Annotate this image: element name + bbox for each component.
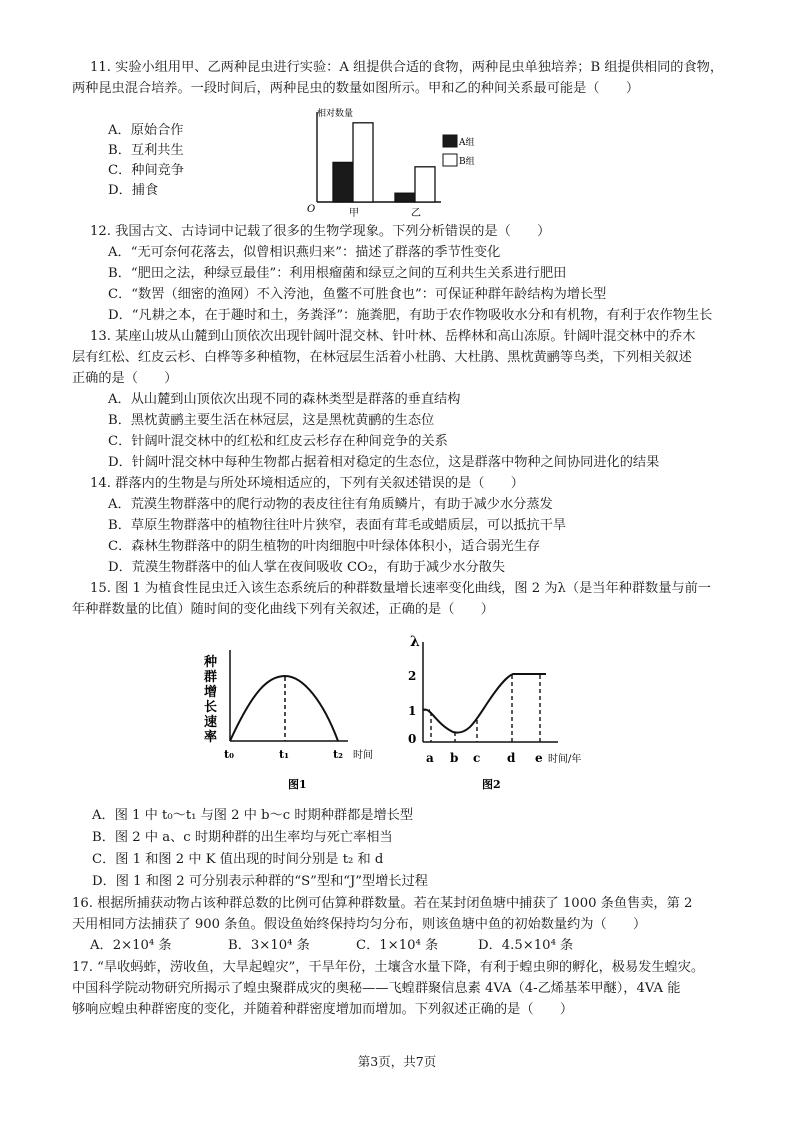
- q12-option-a: A．“无可奈何花落去，似曾相识燕归来”：描述了群落的季节性变化: [108, 245, 501, 260]
- q11-bar-甲-B组: [353, 123, 373, 202]
- fig2-xlabel: 时间/年: [548, 754, 582, 765]
- fig1-xlabel: 时间: [353, 750, 373, 761]
- q12-option-c: C．“数罟（细密的渔网）不入洿池，鱼鳖不可胜食也”：可保证种群年龄结构为增长型: [108, 287, 607, 302]
- q15-figure-2: [398, 632, 608, 794]
- q14-option-b: B．草原生物群落中的植物往往叶片狭窄，表面有茸毛或蜡质层，可以抵抗干旱: [108, 518, 567, 533]
- fig1-ylabel-char: 速: [204, 715, 218, 730]
- fig1-ylabel-char: 群: [204, 670, 218, 685]
- fig1-caption: 图1: [288, 778, 307, 791]
- q15-stem-line-2: 年种群数量的比值）随时间的变化曲线下列有关叙述，正确的是（ ）: [72, 602, 494, 617]
- fig1-tick-t1: t₁: [279, 748, 289, 761]
- q13-stem-line-3: 正确的是（ ）: [72, 371, 178, 386]
- q12-option-d: D．“凡耕之本，在于趣时和土，务粪泽”：施粪肥，有助于农作物吸收水分和有机物，有利于农作物生长: [108, 308, 713, 323]
- q11-option-c: C．种间竞争: [108, 163, 185, 178]
- q12-stem: 12. 我国古文、古诗词中记载了很多的生物学现象。下列分析错误的是（ ）: [90, 224, 551, 239]
- q14-stem: 14. 群落内的生物是与所处环境相适应的，下列有关叙述错误的是（ ）: [90, 476, 524, 491]
- fig2-ytick-2: 2: [408, 669, 417, 683]
- q13-option-b: B．黑枕黄鹂主要生活在林冠层，这是黑枕黄鹂的生态位: [108, 413, 435, 428]
- fig1-tick-t0: t₀: [224, 748, 234, 761]
- fig2-tick-d: d: [507, 751, 516, 765]
- q15-stem-line-1: 15. 图 1 为植食性昆虫迁入该生态系统后的种群数量增长速率变化曲线，图 2 为λ（是当年种群数量与前一: [90, 581, 711, 596]
- fig1-ylabel-char: 率: [204, 730, 218, 745]
- q11-legend-a-swatch: [443, 135, 457, 147]
- fig2-curve: [423, 674, 546, 733]
- q11-option-a: A．原始合作: [108, 123, 184, 138]
- q11-category-jia: 甲: [349, 208, 359, 219]
- q14-option-a: A．荒漠生物群落中的爬行动物的表皮往往有角质鳞片，有助于减少水分蒸发: [108, 497, 553, 512]
- q17-stem-line-1: 17. “旱收蚂蚱，涝收鱼，大旱起蝗灾”，干旱年份，土壤含水量下降，有利于蝗虫卵的孵化，极易发生蝗灾。: [72, 960, 705, 975]
- q11-bar-乙-B组: [415, 167, 435, 202]
- q11-legend-a-label: A组: [459, 138, 475, 148]
- fig2-tick-b: b: [450, 751, 459, 765]
- q17-stem-line-2: 中国科学院动物研究所揭示了蝗虫聚群成灾的奥秘——飞蝗群聚信息素 4VA（4-乙烯基苯甲醚），4VA 能: [72, 981, 681, 996]
- q15-option-a: A．图 1 中 t₀～t₁ 与图 2 中 b～c 时期种群都是增长型: [92, 808, 414, 823]
- fig2-ytick-0: 0: [408, 732, 417, 746]
- fig2-tick-c: c: [473, 751, 481, 765]
- fig1-ylabel-char: 增: [204, 685, 218, 700]
- q11-legend-b-swatch: [443, 154, 457, 166]
- fig1-ylabel-char: 长: [204, 700, 218, 715]
- q11-bar-chart: [305, 104, 505, 222]
- q17-stem-line-3: 够响应蝗虫种群密度的变化，并随着种群密度增加而增加。下列叙述正确的是（ ）: [72, 1002, 574, 1017]
- fig1-tick-t2: t₂: [333, 748, 343, 761]
- q15-figure-1: [198, 646, 388, 794]
- fig2-ylabel: λ: [410, 634, 420, 650]
- fig2-tick-a: a: [426, 751, 434, 765]
- q11-legend-b-label: B组: [459, 157, 475, 167]
- q16-option-b: B．3×10⁴ 条: [228, 938, 310, 953]
- q15-option-d: D．图 1 和图 2 可分别表示种群的“S”型和“J”型增长过程: [92, 874, 428, 889]
- q16-stem-line-2: 天用相同方法捕获了 900 条鱼。假设鱼始终保持均匀分布，则该鱼塘中鱼的初始数量约为（ ）: [72, 917, 647, 932]
- q15-option-c: C．图 1 和图 2 中 K 值出现的时间分别是 t₂ 和 d: [92, 852, 384, 867]
- fig2-caption: 图2: [482, 778, 501, 791]
- q13-stem-line-2: 层有红松、红皮云杉、白桦等多种植物，在林冠层生活着小杜鹃、大杜鹃、黑枕黄鹂等鸟类，下列相关叙述: [72, 350, 692, 365]
- fig2-tick-e: e: [535, 751, 543, 765]
- q11-option-b: B．互利共生: [108, 143, 184, 158]
- q13-stem-line-1: 13. 某座山坡从山麓到山顶依次出现针阔叶混交林、针叶林、岳桦林和高山冻原。针阔叶混交林中的乔木: [90, 329, 696, 344]
- page-footer: 第3页，共7页: [357, 1054, 437, 1069]
- q16-stem-line-1: 16. 根据所捕获动物占该种群总数的比例可估算种群数量。若在某封闭鱼塘中捕获了 1000 条鱼售卖，第 2: [72, 896, 693, 911]
- q14-option-c: C．森林生物群落中的阴生植物的叶肉细胞中叶绿体体积小，适合弱光生存: [108, 539, 541, 554]
- q13-option-c: C．针阔叶混交林中的红松和红皮云杉存在种间竞争的关系: [108, 434, 448, 449]
- fig1-ylabel: [203, 654, 218, 745]
- q13-option-a: A．从山麓到山顶依次出现不同的森林类型是群落的垂直结构: [108, 392, 461, 407]
- q13-option-d: D．针阔叶混交林中每种生物都占据着相对稳定的生态位，这是群落中物种之间协同进化的结果: [108, 455, 660, 470]
- q11-bar-乙-A组: [395, 193, 415, 202]
- q14-option-d: D．荒漠生物群落中的仙人掌在夜间吸收 CO₂，有助于减少水分散失: [108, 560, 506, 575]
- q11-stem-line-1: 11. 实验小组用甲、乙两种昆虫进行实验：A 组提供合适的食物，两种昆虫单独培养；B 组提供相同的食物，: [90, 60, 724, 75]
- q12-option-b: B．“肥田之法，种绿豆最佳”：利用根瘤菌和绿豆之间的互利共生关系进行肥田: [108, 266, 567, 281]
- q16-option-d: D．4.5×10⁴ 条: [478, 938, 574, 953]
- q11-chart-ylabel: 相对数量: [317, 109, 354, 119]
- q16-option-a: A．2×10⁴ 条: [90, 938, 172, 953]
- fig2-ytick-1: 1: [408, 704, 417, 718]
- q16-option-c: C．1×10⁴ 条: [356, 938, 439, 953]
- fig1-ylabel-char: 种: [204, 655, 218, 670]
- q15-option-b: B．图 2 中 a、c 时期种群的出生率均与死亡率相当: [92, 830, 393, 845]
- fig1-curve: [230, 676, 338, 741]
- q11-category-yi: 乙: [411, 208, 421, 219]
- q11-stem-line-2: 两种昆虫混合培养。一段时间后，两种昆虫的数量如图所示。甲和乙的种间关系最可能是（ ）: [72, 81, 640, 96]
- q11-bar-甲-A组: [333, 162, 353, 202]
- q11-option-d: D．捕食: [108, 183, 159, 198]
- q11-chart-origin: O: [307, 204, 316, 215]
